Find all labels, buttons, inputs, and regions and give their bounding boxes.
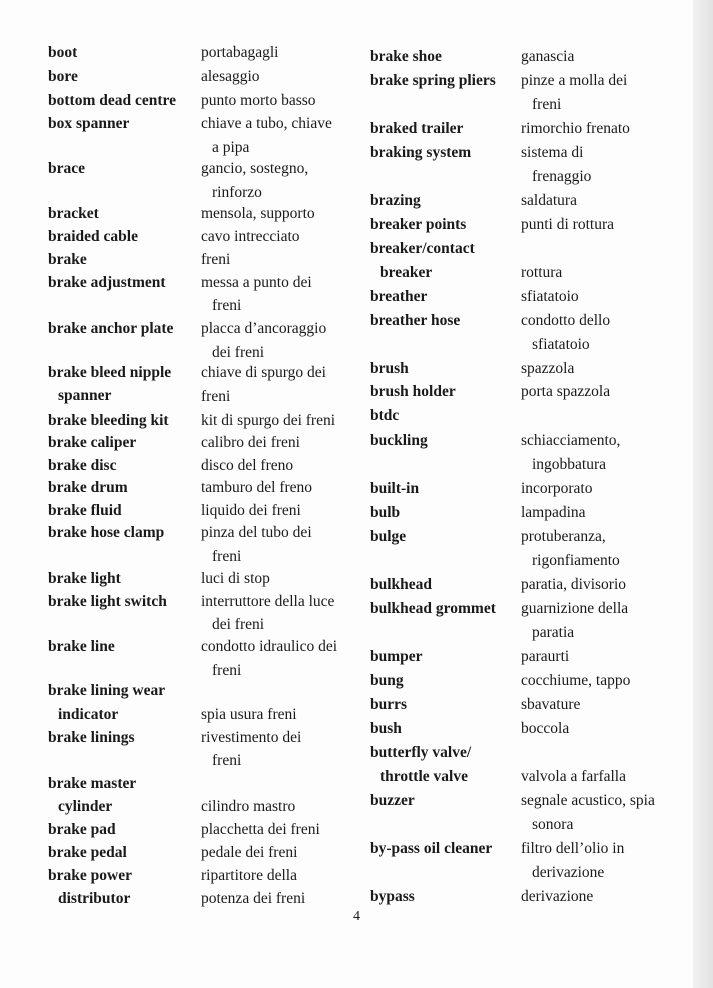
right-entry-33-definition: sonora [532,816,574,833]
right-entry-17-term: buckling [370,432,428,449]
left-entry-31-term: brake linings [48,729,135,746]
right-entry-4-term: braked trailer [370,120,464,137]
left-entry-20-definition: tamburo del freno [201,479,313,496]
left-entry-27-definition: condotto idraulico dei [201,638,338,655]
left-entry-4-definition: chiave a tubo, chiave [201,115,332,132]
left-entry-31-definition: rivestimento dei [201,729,302,746]
right-entry-31-term: throttle valve [380,768,468,785]
left-entry-5-definition: a pipa [212,139,250,156]
right-entry-17-definition: schiacciamento, [521,432,621,449]
right-entry-34-term: by-pass oil cleaner [370,840,493,857]
right-entry-32-definition: segnale acustico, spia [521,792,655,809]
left-entry-32-definition: freni [212,752,242,769]
left-entry-3-definition: punto morto basso [201,92,316,109]
left-entry-1-term: boot [48,44,78,61]
left-entry-10-definition: freni [201,251,231,268]
left-entry-19-term: brake disc [48,457,117,474]
right-entry-20-term: bulb [370,504,401,521]
page-number: 4 [353,909,360,924]
right-entry-23-term: bulkhead [370,576,433,593]
right-entry-36-definition: derivazione [521,888,594,905]
right-entry-30-term: butterfly valve/ [370,744,472,761]
right-entry-23-definition: paratia, divisorio [521,576,627,593]
left-entry-37-term: brake power [48,867,132,884]
left-entry-21-definition: liquido dei freni [201,502,301,519]
left-entry-15-definition: chiave di spurgo dei [201,364,326,381]
left-entry-16-definition: freni [201,388,231,405]
left-entry-13-term: brake anchor plate [48,320,174,337]
right-entry-36-term: bypass [370,888,415,905]
right-entry-14-term: brush [370,360,409,377]
right-entry-19-definition: incorporato [521,480,593,497]
right-entry-4-definition: rimorchio frenato [521,120,630,137]
right-entry-7-term: brazing [370,192,421,209]
left-entry-36-term: brake pedal [48,844,127,861]
right-entry-13-definition: sfiatatoio [532,336,590,353]
left-entry-34-term: cylinder [58,798,113,815]
left-entry-37-definition: ripartitore della [201,867,297,884]
right-entry-19-term: built-in [370,480,420,497]
left-entry-24-definition: luci di stop [201,570,270,587]
left-entry-8-definition: mensola, supporto [201,205,315,222]
right-entry-1-term: brake shoe [370,48,442,65]
right-entry-35-definition: derivazione [532,864,605,881]
right-entry-2-term: brake spring pliers [370,72,496,89]
left-entry-18-term: brake caliper [48,434,137,451]
left-entry-11-term: brake adjustment [48,274,166,291]
left-entry-7-definition: rinforzo [212,184,262,201]
left-entry-21-term: brake fluid [48,502,122,519]
right-entry-8-definition: punti di rottura [521,216,614,233]
right-entry-10-definition: rottura [521,264,563,281]
right-entry-18-definition: ingobbatura [532,456,607,473]
left-entry-9-term: braided cable [48,228,138,245]
right-entry-5-definition: sistema di [521,144,584,161]
right-entry-12-term: breather hose [370,312,461,329]
left-entry-24-term: brake light [48,570,121,587]
right-entry-16-term: btdc [370,407,400,424]
left-entry-30-definition: spia usura freni [201,706,297,723]
left-entry-30-term: indicator [58,706,119,723]
left-entry-12-definition: freni [212,297,242,314]
left-entry-9-definition: cavo intrecciato [201,228,300,245]
right-entry-27-definition: cocchiume, tappo [521,672,631,689]
right-entry-9-term: breaker/contact [370,240,475,257]
right-entry-11-definition: sfiatatoio [521,288,579,305]
left-entry-20-term: brake drum [48,479,128,496]
page-edge-shadow [693,0,713,988]
left-entry-18-definition: calibro dei freni [201,434,300,451]
left-entry-25-definition: interruttore della luce [201,593,335,610]
right-entry-24-definition: guarnizione della [521,600,629,617]
right-entry-26-definition: paraurti [521,648,570,665]
right-entry-34-definition: filtro dell’olio in [521,840,625,857]
right-entry-29-definition: boccola [521,720,570,737]
right-entry-11-term: breather [370,288,428,305]
left-entry-16-term: spanner [58,387,112,404]
right-entry-3-definition: freni [532,96,562,113]
left-entry-26-definition: dei freni [212,616,265,633]
right-entry-15-definition: porta spazzola [521,383,611,400]
right-entry-1-definition: ganascia [521,48,575,65]
left-entry-13-definition: placca d’ancoraggio [201,320,327,337]
left-entry-34-definition: cilindro mastro [201,798,296,815]
right-entry-21-definition: protuberanza, [521,528,606,545]
left-entry-29-term: brake lining wear [48,682,166,699]
left-entry-25-term: brake light switch [48,593,167,610]
left-entry-8-term: bracket [48,205,99,222]
right-entry-20-definition: lampadina [521,504,586,521]
left-entry-2-term: bore [48,68,78,85]
left-entry-38-definition: potenza dei freni [201,890,306,907]
left-entry-11-definition: messa a punto dei [201,274,312,291]
right-entry-27-term: bung [370,672,404,689]
left-entry-35-term: brake pad [48,821,116,838]
right-entry-26-term: bumper [370,648,423,665]
right-entry-28-term: burrs [370,696,408,713]
left-entry-4-term: box spanner [48,115,130,132]
left-entry-28-definition: freni [212,662,242,679]
left-entry-27-term: brake line [48,638,115,655]
right-entry-7-definition: saldatura [521,192,577,209]
right-entry-8-term: breaker points [370,216,467,233]
right-entry-6-definition: frenaggio [532,168,592,185]
left-entry-10-term: brake [48,251,87,268]
right-entry-5-term: braking system [370,144,472,161]
right-entry-22-definition: rigonfiamento [532,552,620,569]
left-entry-38-term: distributor [58,890,131,907]
right-entry-29-term: bush [370,720,402,737]
right-entry-28-definition: sbavature [521,696,581,713]
right-entry-14-definition: spazzola [521,360,575,377]
left-entry-2-definition: alesaggio [201,68,260,85]
left-entry-22-term: brake hose clamp [48,524,165,541]
left-entry-14-definition: dei freni [212,344,265,361]
right-entry-12-definition: condotto dello [521,312,611,329]
left-entry-1-definition: portabagagli [201,44,279,61]
left-entry-6-term: brace [48,160,86,177]
right-entry-21-term: bulge [370,528,407,545]
left-entry-19-definition: disco del freno [201,457,294,474]
right-entry-24-term: bulkhead grommet [370,600,496,617]
left-entry-33-term: brake master [48,775,137,792]
right-entry-25-definition: paratia [532,624,575,641]
left-entry-17-definition: kit di spurgo dei freni [201,412,336,429]
right-entry-31-definition: valvola a farfalla [521,768,626,785]
left-entry-36-definition: pedale dei freni [201,844,298,861]
left-entry-15-term: brake bleed nipple [48,364,172,381]
right-entry-2-definition: pinze a molla dei [521,72,628,89]
left-entry-3-term: bottom dead centre [48,92,176,109]
left-entry-35-definition: placchetta dei freni [201,821,320,838]
right-entry-10-term: breaker [380,264,433,281]
left-entry-6-definition: gancio, sostegno, [201,160,309,177]
right-entry-32-term: buzzer [370,792,415,809]
left-entry-22-definition: pinza del tubo dei [201,524,312,541]
left-entry-17-term: brake bleeding kit [48,412,169,429]
left-entry-23-definition: freni [212,548,242,565]
right-entry-15-term: brush holder [370,383,456,400]
